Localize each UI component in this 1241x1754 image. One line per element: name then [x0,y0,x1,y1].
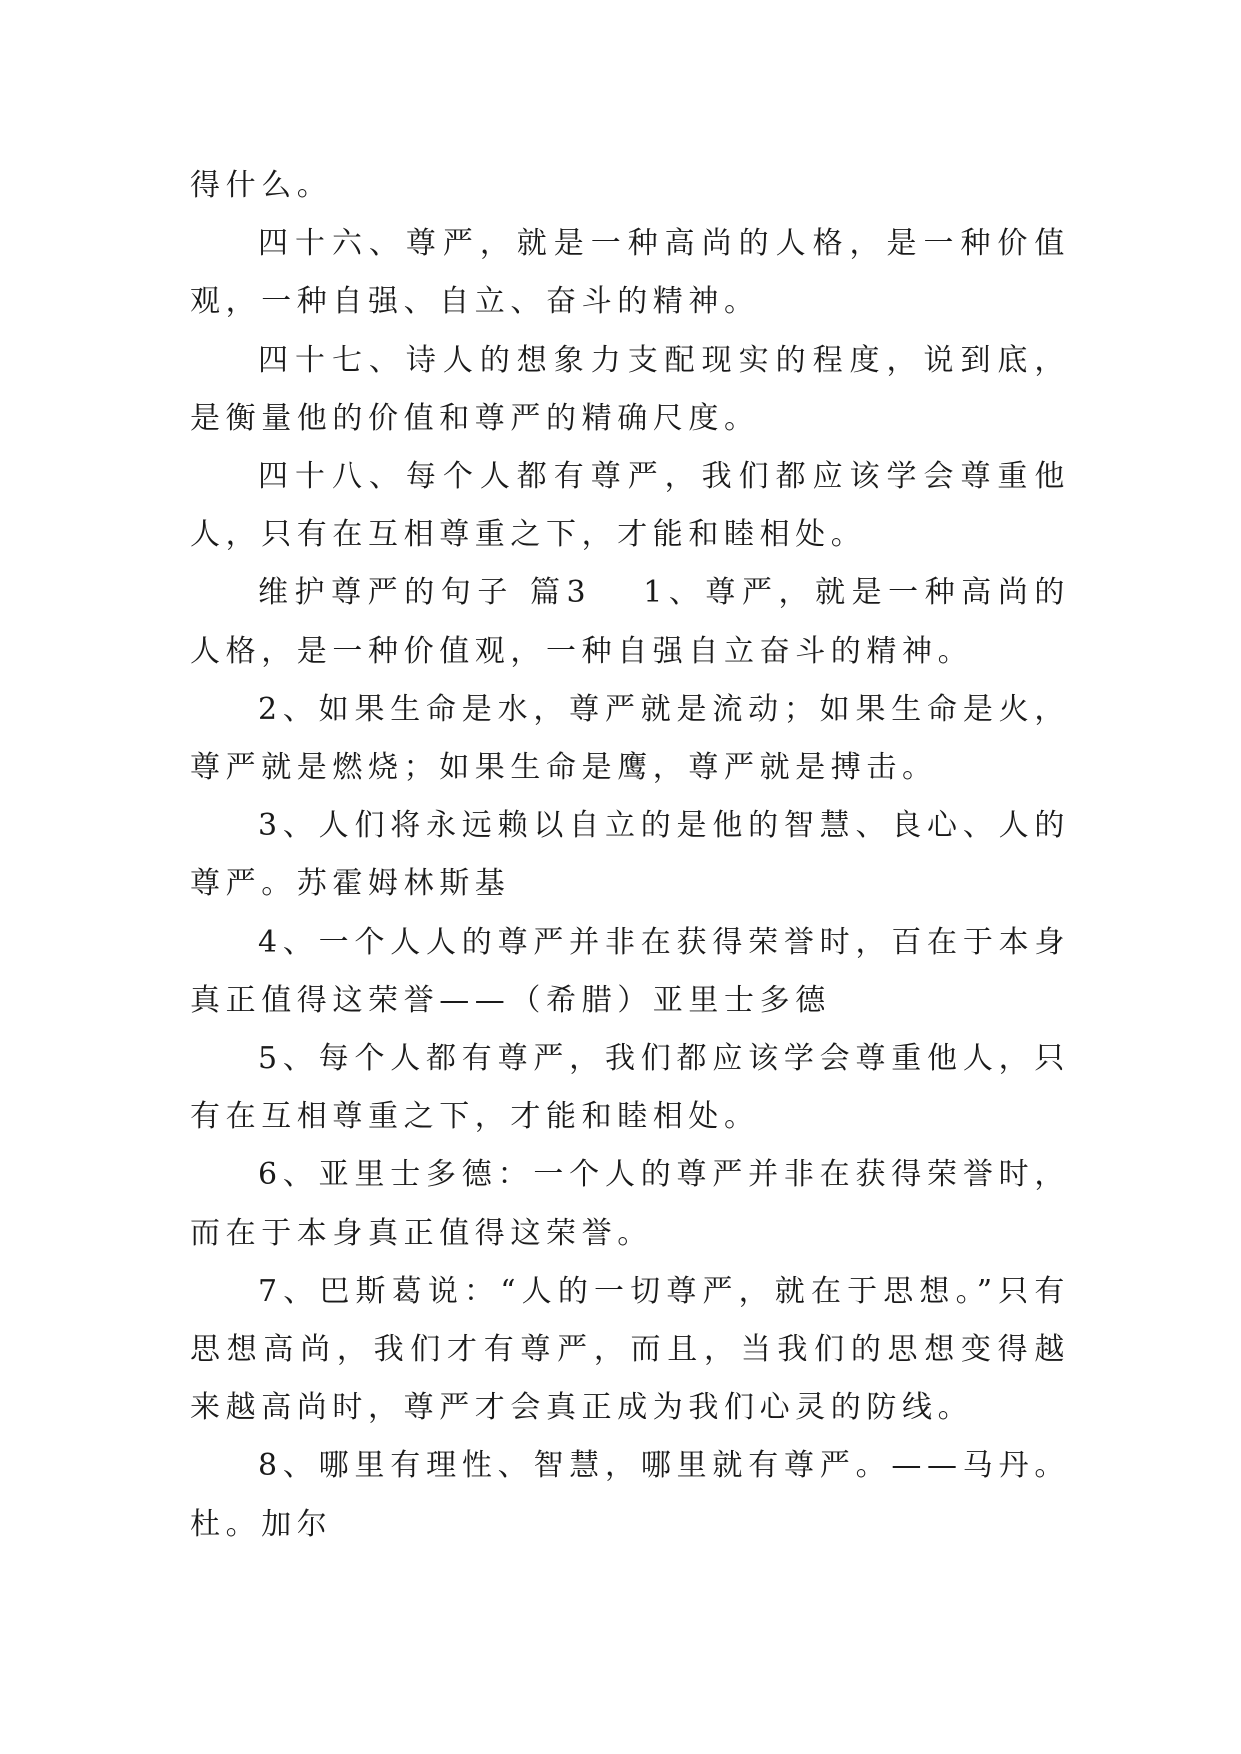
paragraph-48 [190,448,1070,564]
paragraph-46 [190,215,1070,331]
paragraph-text: 2、如果生命是水，尊严就是流动；如果生命是火，尊严就是燃烧；如果生命是鹰，尊严就是搏击。 [190,691,1070,786]
paragraph-text: 四十七、诗人的想象力支配现实的程度，说到底，是衡量他的价值和尊严的精确尺度。 [190,342,1070,436]
paragraph-text: 5、每个人都有尊严，我们都应该学会尊重他人，只有在互相尊重之下，才能和睦相处。 [190,1041,1070,1135]
paragraph-item-2 [190,681,1070,797]
paragraph-item-4 [190,914,1070,1030]
paragraph-text: 四十八、每个人都有尊严，我们都应该学会尊重他人，只有在互相尊重之下，才能和睦相处。 [190,459,1070,553]
paragraph-text: 得什么。 [190,168,333,203]
paragraph-item-3 [190,797,1070,913]
paragraph-text: 8、哪里有理性、智慧，哪里就有尊严。——马丹。杜。加尔 [190,1448,1070,1542]
paragraph-item-7 [190,1263,1070,1438]
paragraph-47 [190,332,1070,448]
paragraph-text: 1、尊严，就是一种高尚的人格，是一种价值观，一种自强自立奋斗的精神。 [190,575,1070,669]
document-body [190,157,1070,1554]
paragraph-text: 4、一个人人的尊严并非在获得荣誉时，百在于本身真正值得这荣誉——（希腊）亚里士多德 [190,924,1070,1018]
paragraph-section-3 [190,564,1070,680]
paragraph-item-5 [190,1030,1070,1146]
paragraph-item-8 [190,1437,1070,1553]
paragraph-item-6 [190,1146,1070,1262]
section-heading: 维护尊严的句子 篇3 [258,575,592,611]
paragraph-continuation [190,157,1070,215]
paragraph-text: 3、人们将永远赖以自立的是他的智慧、良心、人的尊严。苏霍姆林斯基 [190,808,1070,902]
paragraph-text: 7、巴斯葛说：“人的一切尊严，就在于思想。”只有思想高尚，我们才有尊严，而且，当我们的思想变得越来越高尚时，尊严才会真正成为我们心灵的防线。 [190,1273,1070,1426]
paragraph-text: 四十六、尊严，就是一种高尚的人格，是一种价值观，一种自强、自立、奋斗的精神。 [190,226,1070,320]
paragraph-text: 6、亚里士多德：一个人的尊严并非在获得荣誉时，而在于本身真正值得这荣誉。 [190,1157,1070,1251]
